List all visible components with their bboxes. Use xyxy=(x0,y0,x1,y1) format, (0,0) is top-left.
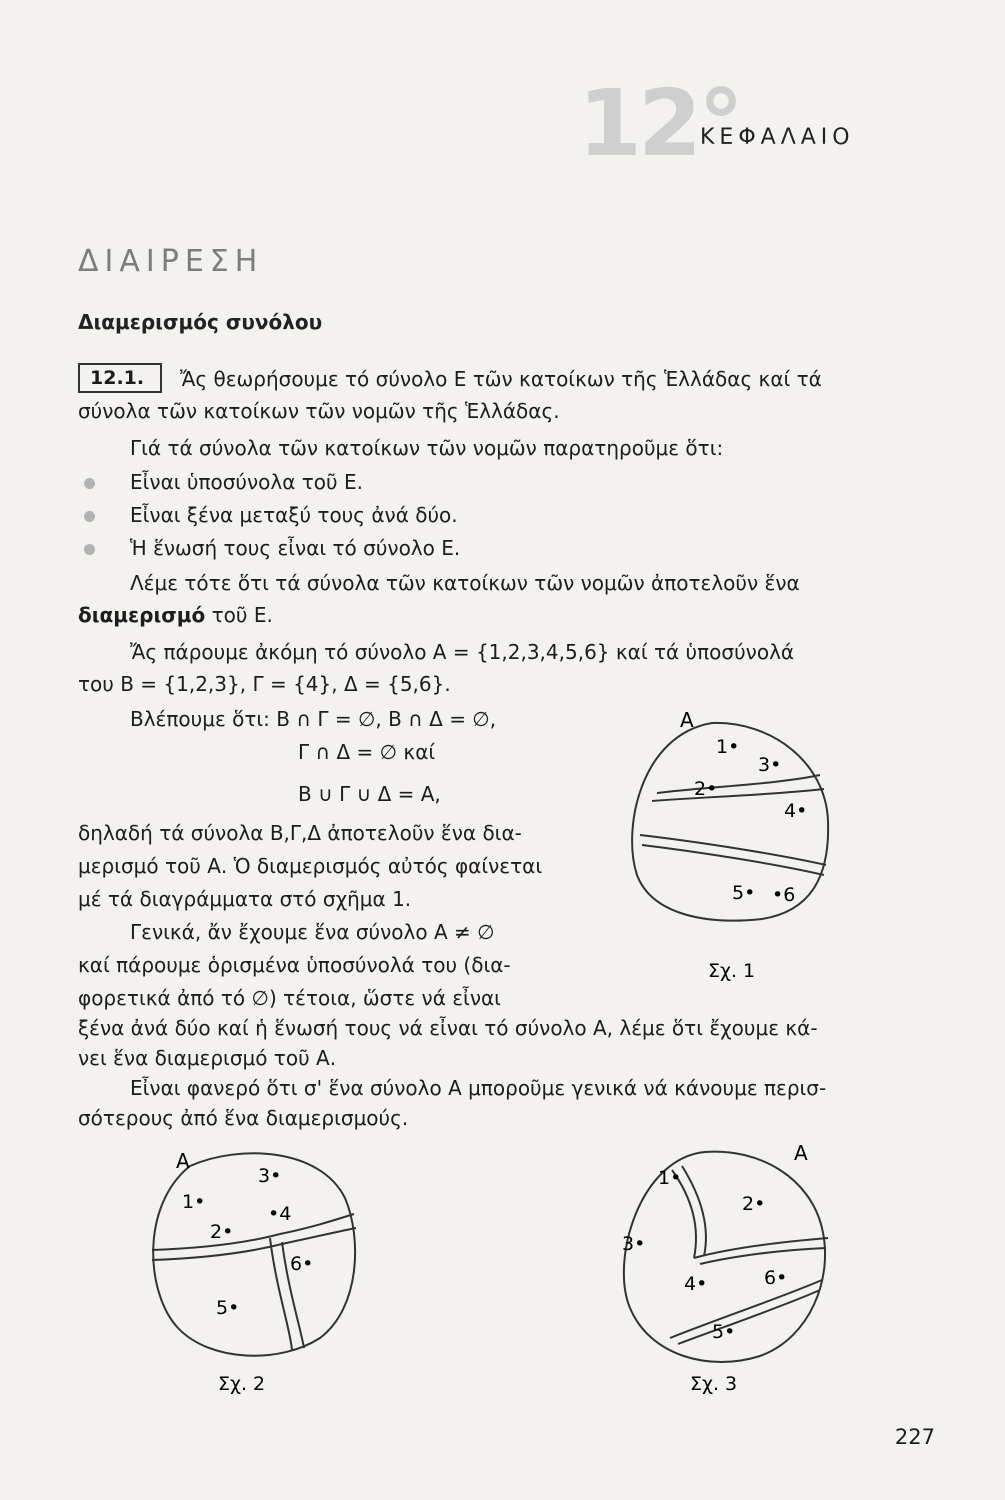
bold-term: διαμερισμό xyxy=(78,603,206,627)
text-line: σότερους ἀπό ἕνα διαμερισμούς. xyxy=(78,1106,409,1130)
element-label: 1• xyxy=(182,1191,206,1213)
element-label: 5• xyxy=(732,882,756,904)
set-outline xyxy=(153,1153,355,1355)
text-line: Ἄς θεωρήσουμε τό σύνολο Ε τῶν κατοίκων τῆς Ἑλλάδας καί τά xyxy=(180,367,822,391)
element-label: 6• xyxy=(764,1267,788,1289)
figure-2 xyxy=(140,1138,370,1398)
subheading: Διαμερισμός συνόλου xyxy=(78,310,323,334)
partition-curve xyxy=(642,845,824,875)
partition-curve xyxy=(657,775,820,793)
bullet-item: Εἶναι ξένα μεταξύ τους ἀνά δύο. xyxy=(130,503,458,527)
element-label: 3• xyxy=(758,754,782,776)
section-title: ΔΙΑΙΡΕΣΗ xyxy=(78,244,264,279)
bullet-dot xyxy=(84,544,95,555)
text-line: Βλέπουμε ὅτι: Β ∩ Γ = ∅, Β ∩ Δ = ∅, xyxy=(130,707,497,731)
element-label: 1• xyxy=(716,736,740,758)
partition-curve xyxy=(700,1248,826,1264)
partition-curve xyxy=(678,1290,820,1344)
figure-caption: Σχ. 2 xyxy=(218,1373,266,1395)
text-line: δηλαδή τά σύνολα Β,Γ,Δ ἀποτελοῦν ἕνα δια- xyxy=(78,821,522,845)
text-line: του Β = {1,2,3}, Γ = {4}, Δ = {5,6}. xyxy=(78,672,451,696)
text-line: σύνολα τῶν κατοίκων τῶν νομῶν τῆς Ἑλλάδας. xyxy=(78,399,560,423)
text-line: Εἶναι φανερό ὅτι σ' ἕνα σύνολο Α μποροῦμε γενικά νά κάνουμε περισ- xyxy=(130,1076,827,1100)
text-fragment: τοῦ Ε. xyxy=(205,603,273,627)
partition-curve xyxy=(152,1244,282,1260)
element-label: 6• xyxy=(290,1253,314,1275)
text-line: Γιά τά σύνολα τῶν κατοίκων τῶν νομῶν παρατηροῦμε ὅτι: xyxy=(130,436,724,460)
element-label: 4• xyxy=(784,800,808,822)
element-label: •6 xyxy=(772,884,796,906)
partition-curve xyxy=(640,835,826,865)
text-line: φορετικά ἀπό τό ∅) τέτοια, ὥστε νά εἶναι xyxy=(78,986,501,1010)
text-line: Γενικά, ἄν ἔχουμε ἕνα σύνολο Α ≠ ∅ xyxy=(130,920,495,944)
set-label: Α xyxy=(680,708,694,732)
partition-curve xyxy=(270,1238,292,1350)
text-line: Β ∪ Γ ∪ Δ = Α, xyxy=(298,782,441,806)
figure-1 xyxy=(612,705,842,985)
chapter-number: 12° xyxy=(578,70,741,177)
element-label: •4 xyxy=(268,1203,292,1225)
element-label: 2• xyxy=(742,1193,766,1215)
chapter-word: ΚΕΦΑΛΑΙΟ xyxy=(700,125,855,150)
partition-curve xyxy=(682,1166,706,1256)
bullet-item: Ἡ ἕνωσή τους εἶναι τό σύνολο Ε. xyxy=(130,536,461,560)
element-label: 3• xyxy=(622,1233,646,1255)
text-line: νει ἕνα διαμερισμό τοῦ Α. xyxy=(78,1046,337,1070)
text-line: μέ τά διαγράμματα στό σχῆμα 1. xyxy=(78,887,412,911)
element-label: 1• xyxy=(658,1167,682,1189)
page-number: 227 xyxy=(894,1425,935,1449)
element-label: 5• xyxy=(216,1297,240,1319)
element-label: 3• xyxy=(258,1165,282,1187)
figure-3 xyxy=(600,1138,840,1398)
text-line: Γ ∩ Δ = ∅ καί xyxy=(298,740,436,764)
text-line: Ἄς πάρουμε ἀκόμη τό σύνολο Α = {1,2,3,4,5,6} καί τά ὑποσύνολά xyxy=(130,640,795,664)
text-line: Λέμε τότε ὅτι τά σύνολα τῶν κατοίκων τῶν νομῶν ἀποτελοῦν ἕνα xyxy=(130,571,800,595)
text-line: καί πάρουμε ὁρισμένα ὑποσύνολά του (δια- xyxy=(78,953,511,977)
figure-caption: Σχ. 1 xyxy=(708,960,756,982)
bullet-item: Εἶναι ὑποσύνολα τοῦ Ε. xyxy=(130,470,363,494)
text-line xyxy=(78,600,273,630)
element-label: 4• xyxy=(684,1273,708,1295)
element-label: 5• xyxy=(712,1321,736,1343)
element-label: 2• xyxy=(210,1221,234,1243)
text-line: ξένα ἀνά δύο καί ἡ ἕνωσή τους νά εἶναι τό σύνολο Α, λέμε ὅτι ἔχουμε κά- xyxy=(78,1016,818,1040)
text-line: μερισμό τοῦ Α. Ὁ διαμερισμός αὐτός φαίνεται xyxy=(78,854,543,878)
bullet-dot xyxy=(84,478,95,489)
bullet-dot xyxy=(84,511,95,522)
figure-caption: Σχ. 3 xyxy=(690,1373,738,1395)
set-label: Α xyxy=(176,1149,190,1173)
paragraph-number: 12.1. xyxy=(78,363,162,393)
element-label: 2• xyxy=(694,778,718,800)
set-label: Α xyxy=(794,1141,808,1165)
